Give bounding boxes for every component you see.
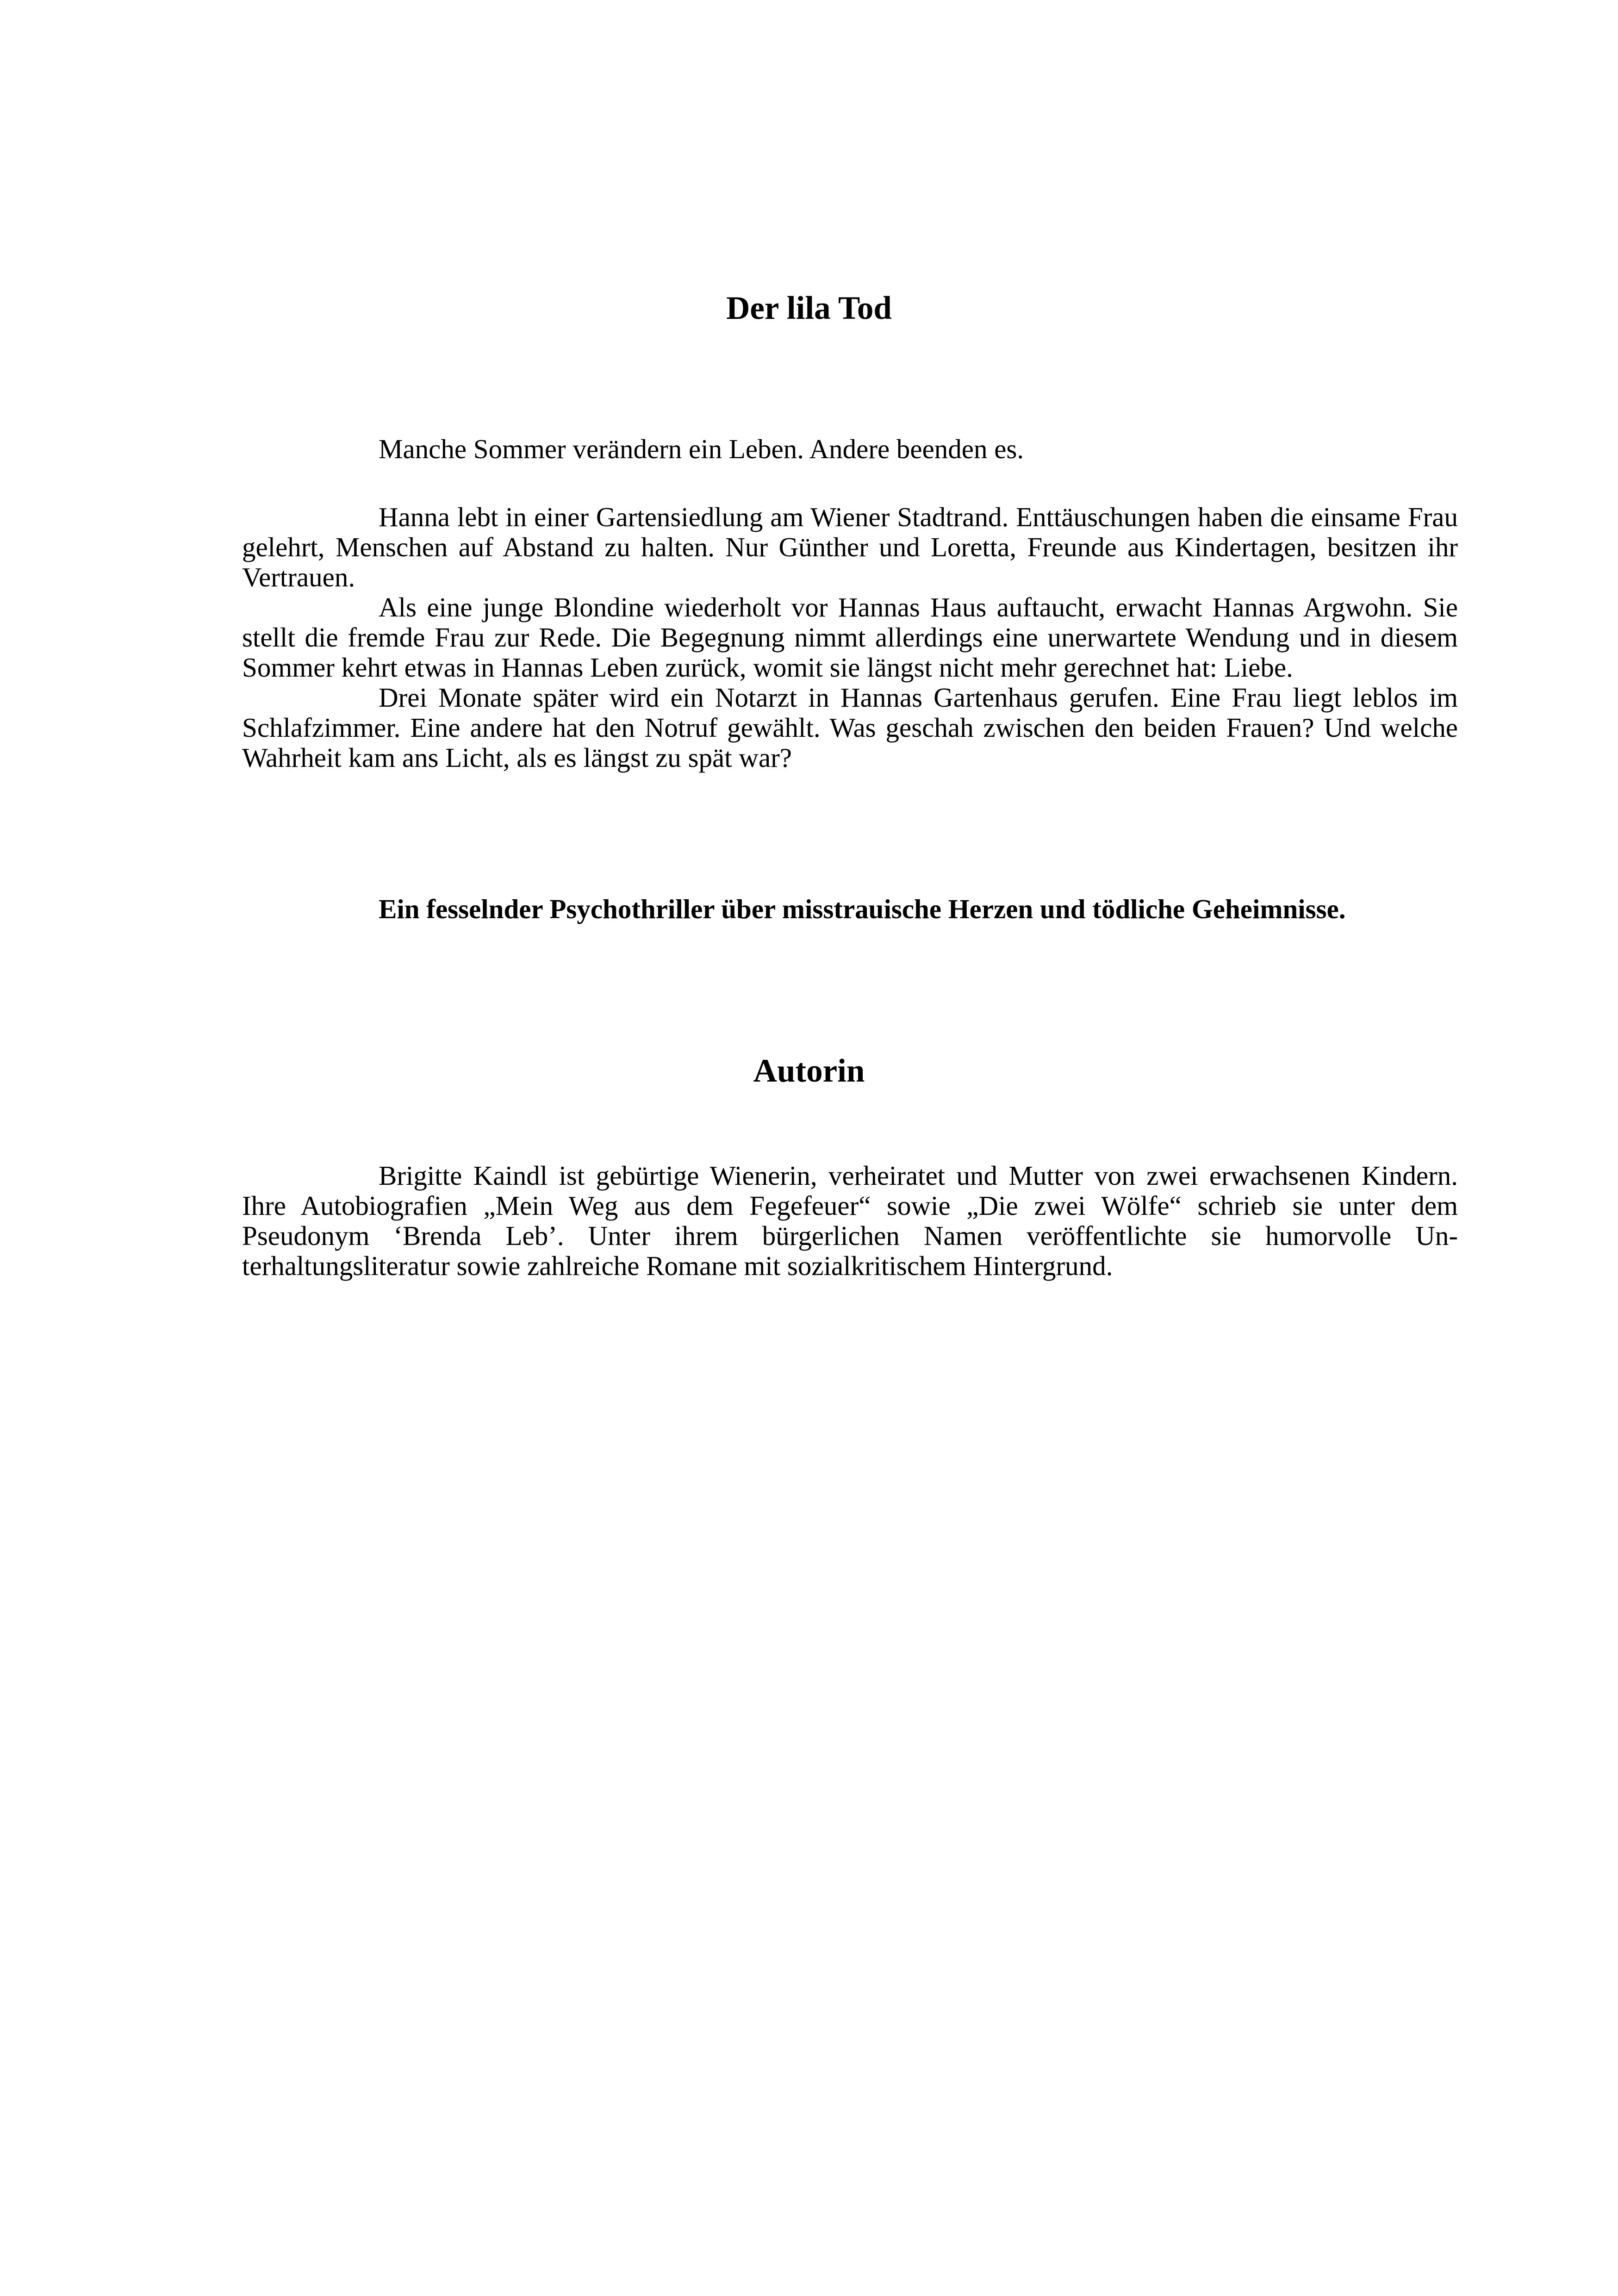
blurb-paragraph: Hanna lebt in einer Gartensiedlung am Wiener Stadtrand. Enttäuschungen haben die einsame Frau gelehrt, Menschen auf Abstand zu halten. Nur Günther und Loretta, Freunde aus Kindertagen, besitzen ihr Vertrauen. <box>242 502 1458 592</box>
author-bio: Brigitte Kaindl ist gebürtige Wienerin, verheiratet und Mutter von zwei erwachsenen Kindern. Ihre Autobiografien „Mein Weg aus dem Fegefeuer“ sowie „Die zwei Wölfe“ schrieb sie unter dem Pseudonym ‘Brenda Leb’. Unter ihrem bürgerlichen Namen veröffentlichte sie humorvolle Unterhaltungsliteratur sowie zahlreiche Romane mit sozialkritischem Hintergrund. <box>242 1160 1458 1281</box>
tagline: Manche Sommer verändern ein Leben. Andere beenden es. <box>379 434 1024 464</box>
blurb-paragraph: Als eine junge Blondine wiederholt vor Hannas Haus auftaucht, erwacht Hannas Argwohn. Sie stellt die fremde Frau zur Rede. Die Begegnung nimmt allerdings eine unerwartete Wendung und in diesem Sommer kehrt etwas in Hannas Leben zurück, womit sie längst nicht mehr gerechnet hat: Liebe. <box>242 592 1458 683</box>
pitch-section <box>242 894 1458 924</box>
book-title: Der lila Tod <box>726 290 892 326</box>
author-heading: Autorin <box>753 1053 865 1089</box>
blurb-paragraph: Drei Monate später wird ein Notarzt in Hannas Gartenhaus gerufen. Eine Frau liegt leblos im Schlafzimmer. Eine andere hat den Notruf gewählt. Was geschah zwischen den beiden Frauen? Und welche Wahrheit kam ans Licht, als es längst zu spät war? <box>242 682 1458 773</box>
pitch-line: Ein fesselnder Psychothriller über misstrauische Herzen und tödliche Geheimnisse. <box>379 894 1346 924</box>
blurb-section <box>242 502 1458 773</box>
tagline-section <box>242 434 1458 464</box>
author-bio-section <box>242 1161 1458 1281</box>
